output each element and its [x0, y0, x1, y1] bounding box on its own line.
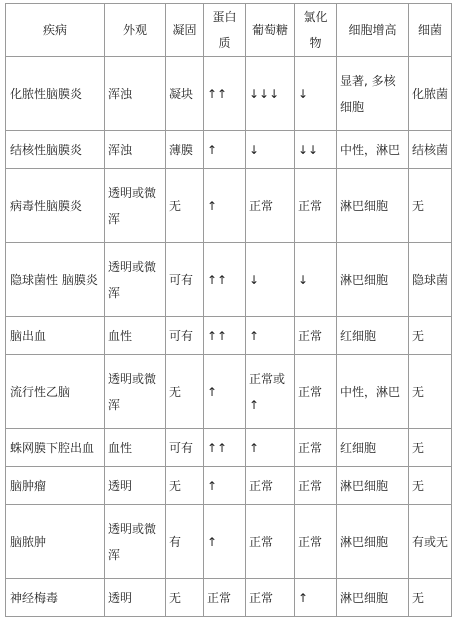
cell-glucose: ↑: [246, 317, 295, 355]
cell-disease: 脑出血: [6, 317, 105, 355]
header-cell-chloride: 氯化物: [295, 4, 337, 57]
cell-coagulation: 可有: [166, 429, 204, 467]
header-cell-cells: 细胞增高: [337, 4, 409, 57]
cell-appearance: 浑浊: [105, 131, 166, 169]
cell-cells: 中性，淋巴: [337, 355, 409, 429]
cell-coagulation: 无: [166, 467, 204, 505]
cell-chloride: ↑: [295, 579, 337, 617]
cell-coagulation: 无: [166, 579, 204, 617]
cell-appearance: 透明或微浑: [105, 355, 166, 429]
cell-coagulation: 有: [166, 505, 204, 579]
cell-glucose: 正常: [246, 467, 295, 505]
table-row: [6, 579, 452, 617]
cell-appearance: 透明或微浑: [105, 169, 166, 243]
cell-cells: 红细胞: [337, 429, 409, 467]
cell-glucose: ↓: [246, 131, 295, 169]
cell-disease: 脑肿瘤: [6, 467, 105, 505]
header-cell-coagulation: 凝固: [166, 4, 204, 57]
cell-coagulation: 可有: [166, 243, 204, 317]
cell-coagulation: 无: [166, 169, 204, 243]
cell-coagulation: 可有: [166, 317, 204, 355]
cell-cells: 淋巴细胞: [337, 243, 409, 317]
cell-chloride: 正常: [295, 317, 337, 355]
header-cell-glucose: 葡萄糖: [246, 4, 295, 57]
cell-chloride: 正常: [295, 169, 337, 243]
cell-glucose: ↓: [246, 243, 295, 317]
cell-glucose: ↑: [246, 429, 295, 467]
cell-bacteria: 无: [409, 467, 452, 505]
cell-disease: 病毒性脑膜炎: [6, 169, 105, 243]
table-row: [6, 355, 452, 429]
cell-appearance: 透明: [105, 579, 166, 617]
cell-protein: ↑: [204, 131, 246, 169]
cell-appearance: 浑浊: [105, 57, 166, 131]
cell-bacteria: 无: [409, 429, 452, 467]
cell-disease: 蛛网膜下腔出血: [6, 429, 105, 467]
cell-bacteria: 无: [409, 579, 452, 617]
cell-bacteria: 无: [409, 317, 452, 355]
header-cell-protein: 蛋白质: [204, 4, 246, 57]
cell-bacteria: 有或无: [409, 505, 452, 579]
cell-bacteria: 隐球菌: [409, 243, 452, 317]
header-cell-appearance: 外观: [105, 4, 166, 57]
header-cell-bacteria: 细菌: [409, 4, 452, 57]
cell-disease: 脑脓肿: [6, 505, 105, 579]
table-row: [6, 467, 452, 505]
cell-chloride: 正常: [295, 467, 337, 505]
cell-protein: 正常: [204, 579, 246, 617]
cell-appearance: 血性: [105, 317, 166, 355]
table-body: [6, 4, 452, 617]
cell-disease: 神经梅毒: [6, 579, 105, 617]
cell-cells: 淋巴细胞: [337, 169, 409, 243]
cell-cells: 红细胞: [337, 317, 409, 355]
table-row: [6, 429, 452, 467]
cell-glucose: 正常或↑: [246, 355, 295, 429]
cell-protein: ↑: [204, 467, 246, 505]
cell-protein: ↑↑: [204, 57, 246, 131]
cell-glucose: 正常: [246, 169, 295, 243]
cell-glucose: 正常: [246, 505, 295, 579]
cell-coagulation: 凝块: [166, 57, 204, 131]
cell-cells: 显著, 多核细胞: [337, 57, 409, 131]
table-row: [6, 169, 452, 243]
cell-appearance: 血性: [105, 429, 166, 467]
cell-disease: 化脓性脑膜炎: [6, 57, 105, 131]
cell-protein: ↑↑: [204, 243, 246, 317]
cell-protein: ↑↑: [204, 317, 246, 355]
table-row: [6, 57, 452, 131]
cell-protein: ↑: [204, 169, 246, 243]
cell-protein: ↑: [204, 505, 246, 579]
table-row: [6, 317, 452, 355]
cell-glucose: ↓↓↓: [246, 57, 295, 131]
cell-appearance: 透明或微浑: [105, 243, 166, 317]
cell-cells: 淋巴细胞: [337, 505, 409, 579]
cell-appearance: 透明或微浑: [105, 505, 166, 579]
table-row: [6, 131, 452, 169]
header-cell-disease: 疾病: [6, 4, 105, 57]
cell-chloride: ↓: [295, 243, 337, 317]
cell-chloride: 正常: [295, 355, 337, 429]
cell-protein: ↑↑: [204, 429, 246, 467]
table-row: [6, 243, 452, 317]
cell-disease: 隐球菌性 脑膜炎: [6, 243, 105, 317]
cell-bacteria: 化脓菌: [409, 57, 452, 131]
cell-coagulation: 无: [166, 355, 204, 429]
cell-cells: 中性，淋巴: [337, 131, 409, 169]
cell-disease: 结核性脑膜炎: [6, 131, 105, 169]
cell-cells: 淋巴细胞: [337, 579, 409, 617]
cell-cells: 淋巴细胞: [337, 467, 409, 505]
cell-coagulation: 薄膜: [166, 131, 204, 169]
cell-bacteria: 结核菌: [409, 131, 452, 169]
cell-chloride: ↓↓: [295, 131, 337, 169]
cell-bacteria: 无: [409, 169, 452, 243]
cell-chloride: ↓: [295, 57, 337, 131]
table-row: [6, 505, 452, 579]
cell-chloride: 正常: [295, 429, 337, 467]
cell-disease: 流行性乙脑: [6, 355, 105, 429]
csf-comparison-table: [5, 3, 452, 617]
cell-bacteria: 无: [409, 355, 452, 429]
cell-chloride: 正常: [295, 505, 337, 579]
cell-glucose: 正常: [246, 579, 295, 617]
header-row: [6, 4, 452, 57]
cell-appearance: 透明: [105, 467, 166, 505]
cell-protein: ↑: [204, 355, 246, 429]
